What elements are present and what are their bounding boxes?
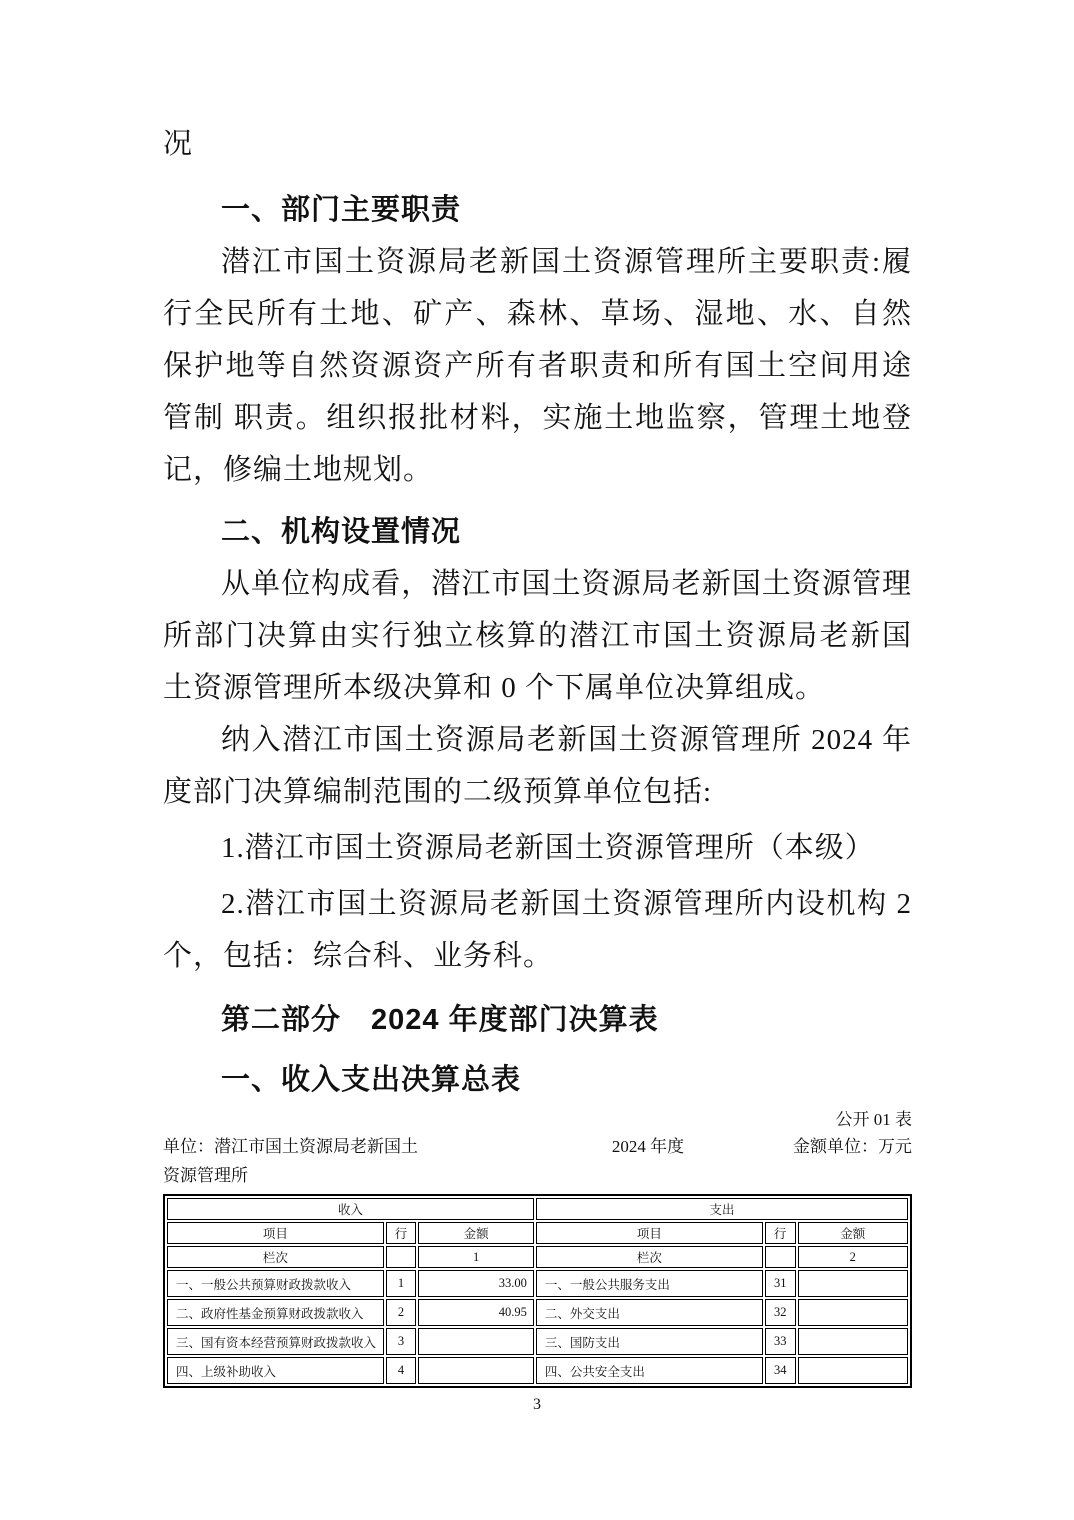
- income-item-3: 三、国有资本经营预算财政拨款收入: [167, 1328, 384, 1355]
- group-header-expenditure: 支出: [536, 1198, 908, 1220]
- amount-unit-label: 金额单位：万元: [793, 1137, 912, 1156]
- col-header-income-amount: 金额: [418, 1222, 534, 1244]
- document-content: [163, 118, 912, 1388]
- table-section-heading: 一、收入支出决算总表: [221, 1064, 522, 1096]
- lanci-income-colnum: 1: [418, 1246, 534, 1268]
- income-item-2: 二、政府性基金预算财政拨款收入: [167, 1299, 384, 1326]
- continuation-text: 况: [163, 128, 193, 160]
- lanci-income-row: [386, 1246, 417, 1268]
- exp-rownum-3: 33: [765, 1328, 796, 1355]
- exp-item-3: 三、国防支出: [536, 1328, 763, 1355]
- income-rownum-4: 4: [386, 1357, 417, 1384]
- structure-list-item-2: 2.潜江市国土资源局老新国土资源管理所内设机构 2 个，包括：综合科、业务科。: [163, 888, 912, 972]
- reporting-unit: [163, 1132, 503, 1190]
- col-header-exp-item: 项目: [536, 1222, 763, 1244]
- reporting-unit-line2: 资源管理所: [163, 1166, 248, 1185]
- lanci-exp-colnum: 2: [798, 1246, 908, 1268]
- table-group-header-row: [167, 1198, 908, 1220]
- part2-title: 第二部分 2024 年度部门决算表: [221, 1004, 659, 1036]
- lanci-exp-label: 栏次: [536, 1246, 763, 1268]
- duties-paragraph: 潜江市国土资源局老新国土资源管理所主要职责:履行全民所有土地、矿产、森林、草场、湿地、水、自然保护地等自然资源资产所有者职责和所有国土空间用途管制 职责。组织报批材料，实施土地监察，管理土地登记，修编土地规划。: [163, 246, 912, 486]
- exp-amount-4: [798, 1357, 908, 1384]
- table-lanci-row: [167, 1246, 908, 1268]
- exp-rownum-4: 34: [765, 1357, 796, 1384]
- exp-rownum-2: 32: [765, 1299, 796, 1326]
- table-meta-row: [163, 1132, 912, 1190]
- page-number: 3: [533, 1396, 541, 1413]
- col-header-exp-amount: 金额: [798, 1222, 908, 1244]
- income-rownum-3: 3: [386, 1328, 417, 1355]
- lanci-income-label: 栏次: [167, 1246, 384, 1268]
- exp-rownum-1: 31: [765, 1270, 796, 1297]
- reporting-unit-line1: 单位：潜江市国土资源局老新国土: [163, 1137, 418, 1156]
- table-column-header-row: [167, 1222, 908, 1244]
- section-heading-duties: 一、部门主要职责: [221, 194, 462, 226]
- structure-list-item-1: 1.潜江市国土资源局老新国土资源管理所（本级）: [221, 832, 875, 864]
- col-header-income-item: 项目: [167, 1222, 384, 1244]
- col-header-exp-row: 行: [765, 1222, 796, 1244]
- reporting-period: 2024 年度: [611, 1137, 685, 1156]
- income-item-4: 四、上级补助收入: [167, 1357, 384, 1384]
- exp-amount-1: [798, 1270, 908, 1297]
- exp-amount-2: [798, 1299, 908, 1326]
- income-amount-2: 40.95: [418, 1299, 534, 1326]
- income-item-1: 一、一般公共预算财政拨款收入: [167, 1270, 384, 1297]
- income-amount-4: [418, 1357, 534, 1384]
- income-expenditure-summary-table: [163, 1194, 912, 1388]
- lanci-exp-row: [765, 1246, 796, 1268]
- exp-item-4: 四、公共安全支出: [536, 1357, 763, 1384]
- section-heading-structure: 二、机构设置情况: [221, 516, 462, 548]
- table-row: [167, 1357, 908, 1384]
- income-amount-1: 33.00: [418, 1270, 534, 1297]
- structure-paragraph-2: 纳入潜江市国土资源局老新国土资源管理所 2024 年度部门决算编制范围的二级预算单位包括:: [163, 724, 912, 808]
- col-header-income-row: 行: [386, 1222, 417, 1244]
- income-amount-3: [418, 1328, 534, 1355]
- table-row: [167, 1328, 908, 1355]
- table-row: [167, 1299, 908, 1326]
- sheet-number-label: 公开 01 表: [835, 1110, 912, 1129]
- income-rownum-2: 2: [386, 1299, 417, 1326]
- income-rownum-1: 1: [386, 1270, 417, 1297]
- exp-item-2: 二、外交支出: [536, 1299, 763, 1326]
- exp-item-1: 一、一般公共服务支出: [536, 1270, 763, 1297]
- structure-paragraph-1: 从单位构成看，潜江市国土资源局老新国土资源管理所部门决算由实行独立核算的潜江市国土资源局老新国土资源管理所本级决算和 0 个下属单位决算组成。: [163, 568, 912, 704]
- group-header-income: 收入: [167, 1198, 534, 1220]
- table-row: [167, 1270, 908, 1297]
- exp-amount-3: [798, 1328, 908, 1355]
